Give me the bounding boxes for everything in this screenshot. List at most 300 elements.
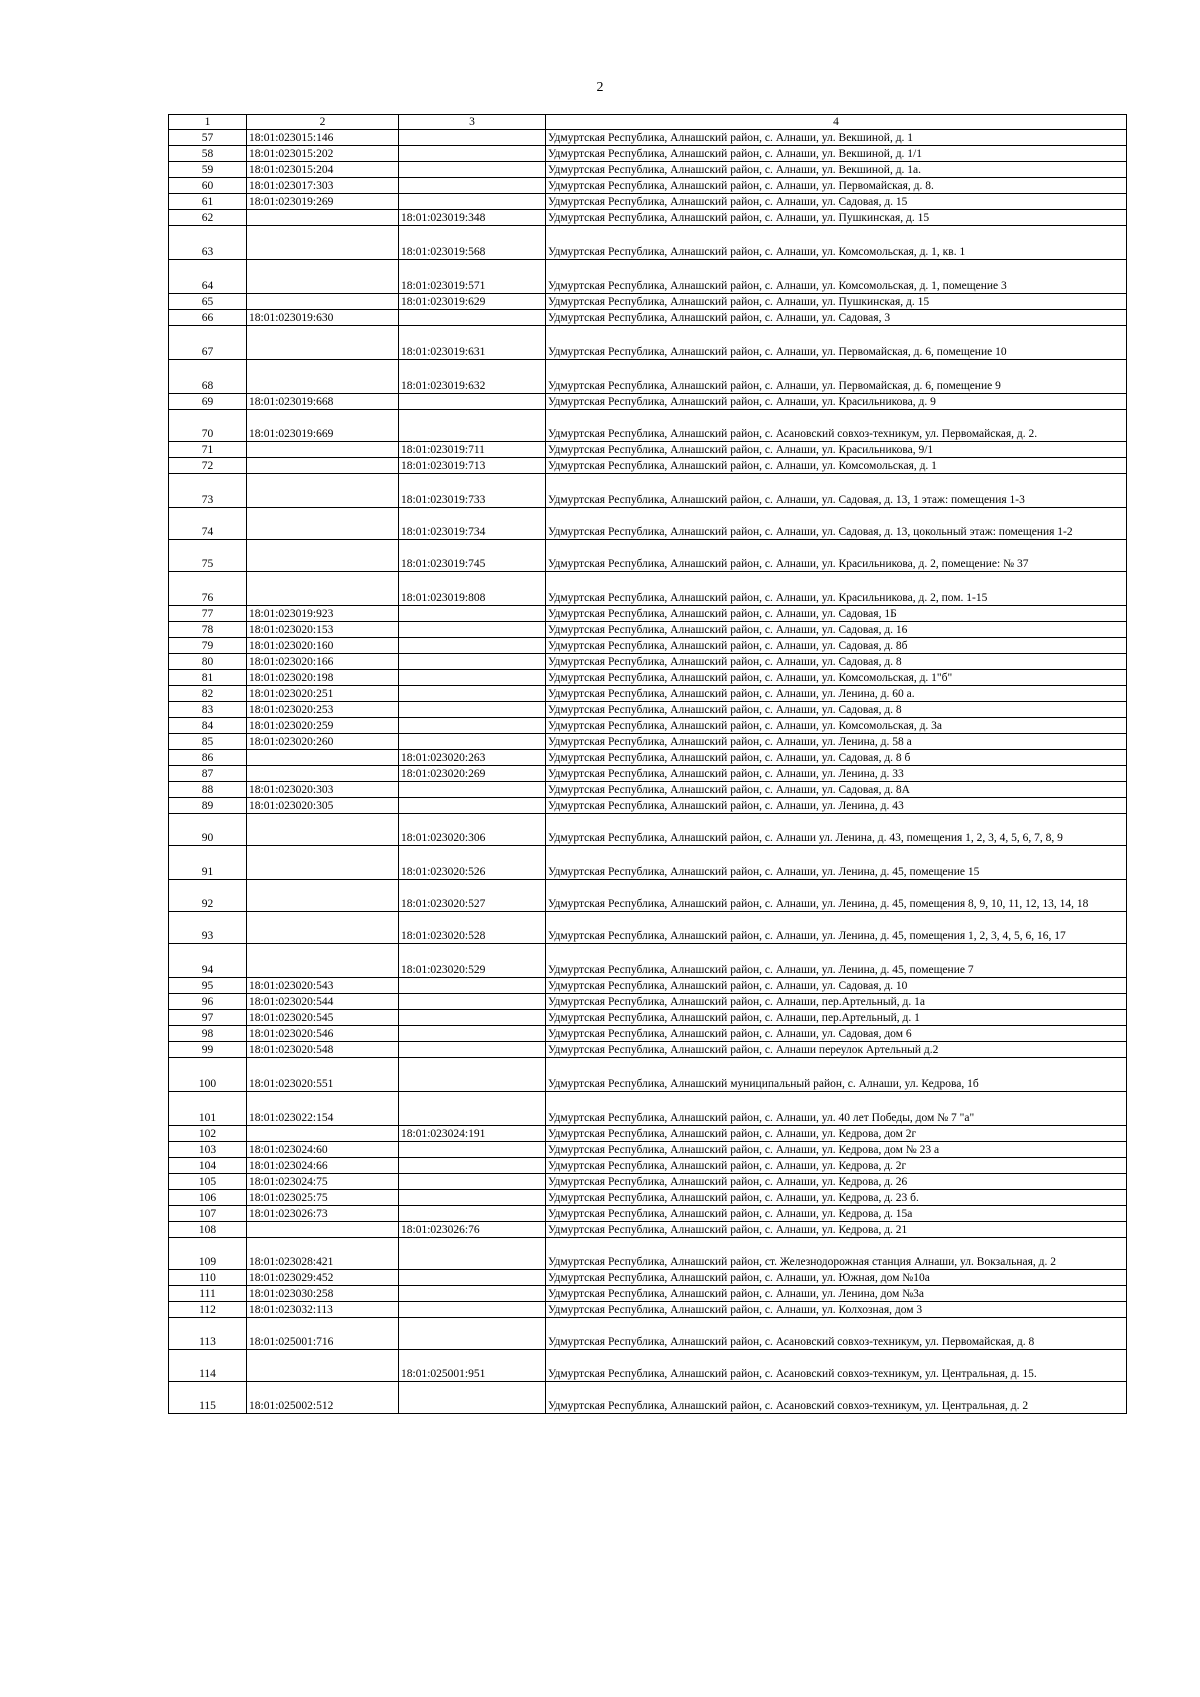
cadastral-number-cell: 18:01:023030:258 xyxy=(247,1286,399,1302)
row-number-cell: 66 xyxy=(169,310,247,326)
table-row xyxy=(169,1092,1127,1126)
table-row xyxy=(169,1142,1127,1158)
cadastral-number-alt-cell xyxy=(399,1010,546,1026)
address-cell: Удмуртская Республика, Алнашский район, с. Алнаши, ул. Садовая, 3 xyxy=(546,310,1127,326)
row-number-cell: 59 xyxy=(169,162,247,178)
row-number-cell: 101 xyxy=(169,1092,247,1126)
cadastral-number-alt-cell xyxy=(399,1318,546,1350)
table-row xyxy=(169,622,1127,638)
row-number-cell: 57 xyxy=(169,130,247,146)
address-cell: Удмуртская Республика, Алнашский район, с. Алнаши, ул. Кедрова, д. 15а xyxy=(546,1206,1127,1222)
row-number-cell: 85 xyxy=(169,734,247,750)
row-number-cell: 107 xyxy=(169,1206,247,1222)
cadastral-number-cell: 18:01:023020:303 xyxy=(247,782,399,798)
address-cell: Удмуртская Республика, Алнашский район, с. Алнаши, ул. Ленина, д. 58 а xyxy=(546,734,1127,750)
address-cell: Удмуртская Республика, Алнашский район, с. Алнаши, пер.Артельный, д. 1а xyxy=(546,994,1127,1010)
cadastral-number-cell: 18:01:023026:73 xyxy=(247,1206,399,1222)
cadastral-number-cell xyxy=(247,944,399,978)
header-col-3: 3 xyxy=(399,115,546,130)
table-row xyxy=(169,310,1127,326)
table-row xyxy=(169,702,1127,718)
table-row xyxy=(169,260,1127,294)
cadastral-number-alt-cell xyxy=(399,782,546,798)
cadastral-number-alt-cell xyxy=(399,686,546,702)
row-number-cell: 114 xyxy=(169,1350,247,1382)
row-number-cell: 78 xyxy=(169,622,247,638)
row-number-cell: 75 xyxy=(169,540,247,572)
cadastral-number-cell: 18:01:023020:545 xyxy=(247,1010,399,1026)
table-row xyxy=(169,1174,1127,1190)
cadastral-number-cell xyxy=(247,750,399,766)
row-number-cell: 98 xyxy=(169,1026,247,1042)
table-row xyxy=(169,1318,1127,1350)
address-cell: Удмуртская Республика, Алнашский район, с. Алнаши переулок Артельный д.2 xyxy=(546,1042,1127,1058)
table-row xyxy=(169,766,1127,782)
cadastral-number-cell: 18:01:023019:630 xyxy=(247,310,399,326)
cadastral-number-cell xyxy=(247,1222,399,1238)
row-number-cell: 76 xyxy=(169,572,247,606)
address-cell: Удмуртская Республика, Алнашский район, с. Алнаши, ул. Ленина, д. 45, помещения 1, 2, 3, 4, 5, 6, 16, 17 xyxy=(546,912,1127,944)
cadastral-number-cell: 18:01:023020:153 xyxy=(247,622,399,638)
cadastral-number-alt-cell xyxy=(399,178,546,194)
table-row xyxy=(169,178,1127,194)
cadastral-number-cell: 18:01:023020:548 xyxy=(247,1042,399,1058)
cadastral-number-alt-cell xyxy=(399,654,546,670)
cadastral-number-cell xyxy=(247,294,399,310)
cadastral-number-cell: 18:01:023020:260 xyxy=(247,734,399,750)
cadastral-number-alt-cell xyxy=(399,1158,546,1174)
cadastral-number-alt-cell xyxy=(399,1092,546,1126)
cadastral-number-alt-cell xyxy=(399,1026,546,1042)
address-cell: Удмуртская Республика, Алнашский район, с. Алнаши, ул. Пушкинская, д. 15 xyxy=(546,210,1127,226)
row-number-cell: 94 xyxy=(169,944,247,978)
row-number-cell: 88 xyxy=(169,782,247,798)
cadastral-number-cell xyxy=(247,508,399,540)
address-cell: Удмуртская Республика, Алнашский район, с. Алнаши, ул. Кедрова, д. 21 xyxy=(546,1222,1127,1238)
cadastral-number-cell: 18:01:023019:669 xyxy=(247,410,399,442)
address-cell: Удмуртская Республика, Алнашский район, с. Алнаши, ул. Кедрова, дом № 23 а xyxy=(546,1142,1127,1158)
table-row xyxy=(169,360,1127,394)
cadastral-number-cell: 18:01:023019:923 xyxy=(247,606,399,622)
address-cell: Удмуртская Республика, Алнашский район, с. Алнаши, ул. Красильникова, д. 9 xyxy=(546,394,1127,410)
row-number-cell: 79 xyxy=(169,638,247,654)
table-row xyxy=(169,718,1127,734)
cadastral-number-alt-cell xyxy=(399,1382,546,1414)
cadastral-number-alt-cell xyxy=(399,606,546,622)
table-row xyxy=(169,1286,1127,1302)
cadastral-number-cell: 18:01:025002:512 xyxy=(247,1382,399,1414)
cadastral-number-alt-cell xyxy=(399,162,546,178)
table-row xyxy=(169,540,1127,572)
cadastral-number-cell: 18:01:023019:668 xyxy=(247,394,399,410)
table-row xyxy=(169,1382,1127,1414)
table-row xyxy=(169,686,1127,702)
table-row xyxy=(169,782,1127,798)
row-number-cell: 68 xyxy=(169,360,247,394)
address-cell: Удмуртская Республика, Алнашский район, с. Алнаши, ул. Садовая, д. 8А xyxy=(546,782,1127,798)
cadastral-number-alt-cell: 18:01:023020:269 xyxy=(399,766,546,782)
cadastral-number-alt-cell xyxy=(399,734,546,750)
cadastral-number-alt-cell xyxy=(399,146,546,162)
table-row xyxy=(169,994,1127,1010)
row-number-cell: 100 xyxy=(169,1058,247,1092)
row-number-cell: 93 xyxy=(169,912,247,944)
address-cell: Удмуртская Республика, Алнашский район, с. Алнаши, ул. Комсомольская, д. 1 xyxy=(546,458,1127,474)
address-cell: Удмуртская Республика, Алнашский район, с. Алнаши, ул. Садовая, д. 8б xyxy=(546,638,1127,654)
row-number-cell: 110 xyxy=(169,1270,247,1286)
cadastral-number-cell xyxy=(247,442,399,458)
table-row xyxy=(169,1238,1127,1270)
cadastral-number-alt-cell: 18:01:025001:951 xyxy=(399,1350,546,1382)
table-header xyxy=(169,115,1127,130)
cadastral-number-cell: 18:01:023015:202 xyxy=(247,146,399,162)
row-number-cell: 102 xyxy=(169,1126,247,1142)
table-row xyxy=(169,912,1127,944)
table-row xyxy=(169,846,1127,880)
row-number-cell: 72 xyxy=(169,458,247,474)
table-row xyxy=(169,572,1127,606)
cadastral-number-cell xyxy=(247,1350,399,1382)
cadastral-number-cell: 18:01:023020:543 xyxy=(247,978,399,994)
row-number-cell: 71 xyxy=(169,442,247,458)
address-cell: Удмуртская Республика, Алнашский район, с. Алнаши, ул. Южная, дом №10а xyxy=(546,1270,1127,1286)
table-row xyxy=(169,162,1127,178)
table-row xyxy=(169,1270,1127,1286)
cadastral-number-alt-cell xyxy=(399,1190,546,1206)
row-number-cell: 77 xyxy=(169,606,247,622)
table-row xyxy=(169,734,1127,750)
address-cell: Удмуртская Республика, Алнашский район, с. Алнаши, ул. Красильникова, д. 2, помещение: № 37 xyxy=(546,540,1127,572)
row-number-cell: 65 xyxy=(169,294,247,310)
address-cell: Удмуртская Республика, Алнашский район, с. Алнаши, ул. Садовая, д. 16 xyxy=(546,622,1127,638)
cadastral-number-alt-cell: 18:01:023019:631 xyxy=(399,326,546,360)
address-cell: Удмуртская Республика, Алнашский район, с. Алнаши, ул. Первомайская, д. 6, помещение 9 xyxy=(546,360,1127,394)
cadastral-number-cell xyxy=(247,1126,399,1142)
table-row xyxy=(169,294,1127,310)
row-number-cell: 95 xyxy=(169,978,247,994)
table-row xyxy=(169,1222,1127,1238)
row-number-cell: 86 xyxy=(169,750,247,766)
table-row xyxy=(169,1350,1127,1382)
table-row xyxy=(169,1026,1127,1042)
row-number-cell: 81 xyxy=(169,670,247,686)
cadastral-number-cell xyxy=(247,210,399,226)
cadastral-number-alt-cell xyxy=(399,1206,546,1222)
row-number-cell: 109 xyxy=(169,1238,247,1270)
table-row xyxy=(169,194,1127,210)
address-cell: Удмуртская Республика, Алнашский район, с. Алнаши, ул. Ленина, д. 33 xyxy=(546,766,1127,782)
address-cell: Удмуртская Республика, Алнашский район, с. Алнаши, ул. Первомайская, д. 6, помещение 10 xyxy=(546,326,1127,360)
cadastral-number-alt-cell xyxy=(399,410,546,442)
address-cell: Удмуртская Республика, Алнашский район, с. Алнаши, ул. Ленина, д. 43 xyxy=(546,798,1127,814)
table-row xyxy=(169,670,1127,686)
cadastral-number-cell: 18:01:023020:551 xyxy=(247,1058,399,1092)
cadastral-number-cell: 18:01:023017:303 xyxy=(247,178,399,194)
cadastral-number-cell: 18:01:023024:75 xyxy=(247,1174,399,1190)
address-cell: Удмуртская Республика, Алнашский район, с. Алнаши, ул. Ленина, д. 45, помещения 8, 9, 10, 11, 12, 13, 14, 18 xyxy=(546,880,1127,912)
header-col-2: 2 xyxy=(247,115,399,130)
address-cell: Удмуртская Республика, Алнашский район, с. Алнаши, ул. Кедрова, дом 2г xyxy=(546,1126,1127,1142)
row-number-cell: 69 xyxy=(169,394,247,410)
row-number-cell: 67 xyxy=(169,326,247,360)
row-number-cell: 113 xyxy=(169,1318,247,1350)
address-cell: Удмуртская Республика, Алнашский район, с. Алнаши, ул. Садовая, д. 13, 1 этаж: помещения 1-3 xyxy=(546,474,1127,508)
table-row xyxy=(169,814,1127,846)
cadastral-number-alt-cell xyxy=(399,310,546,326)
table-row xyxy=(169,1042,1127,1058)
table-row xyxy=(169,508,1127,540)
row-number-cell: 111 xyxy=(169,1286,247,1302)
cadastral-number-cell xyxy=(247,260,399,294)
table-row xyxy=(169,880,1127,912)
row-number-cell: 70 xyxy=(169,410,247,442)
cadastral-number-alt-cell xyxy=(399,130,546,146)
row-number-cell: 58 xyxy=(169,146,247,162)
address-cell: Удмуртская Республика, Алнашский район, с. Алнаши, ул. Красильникова, 9/1 xyxy=(546,442,1127,458)
address-cell: Удмуртская Республика, Алнашский район, с. Алнаши, ул. Колхозная, дом 3 xyxy=(546,1302,1127,1318)
cadastral-number-cell: 18:01:023015:146 xyxy=(247,130,399,146)
cadastral-number-cell: 18:01:023020:160 xyxy=(247,638,399,654)
table-row xyxy=(169,1058,1127,1092)
table-row xyxy=(169,210,1127,226)
table-row xyxy=(169,798,1127,814)
row-number-cell: 105 xyxy=(169,1174,247,1190)
row-number-cell: 83 xyxy=(169,702,247,718)
cadastral-number-cell: 18:01:023020:546 xyxy=(247,1026,399,1042)
row-number-cell: 106 xyxy=(169,1190,247,1206)
row-number-cell: 103 xyxy=(169,1142,247,1158)
row-number-cell: 74 xyxy=(169,508,247,540)
address-cell: Удмуртская Республика, Алнашский район, с. Алнаши, ул. Садовая, д. 10 xyxy=(546,978,1127,994)
row-number-cell: 115 xyxy=(169,1382,247,1414)
cadastral-number-cell: 18:01:023020:259 xyxy=(247,718,399,734)
table-row xyxy=(169,130,1127,146)
cadastral-number-alt-cell xyxy=(399,1058,546,1092)
cadastral-number-alt-cell: 18:01:023019:734 xyxy=(399,508,546,540)
address-cell: Удмуртская Республика, Алнашский район, с. Асановский совхоз-техникум, ул. Первомайская, д. 2. xyxy=(546,410,1127,442)
address-cell: Удмуртская Республика, Алнашский район, с. Алнаши, ул. Кедрова, д. 26 xyxy=(546,1174,1127,1190)
cadastral-number-alt-cell xyxy=(399,1142,546,1158)
table-row xyxy=(169,606,1127,622)
row-number-cell: 80 xyxy=(169,654,247,670)
address-cell: Удмуртская Республика, Алнашский район, с. Асановский совхоз-техникум, ул. Центральная, д. 2 xyxy=(546,1382,1127,1414)
cadastral-number-alt-cell xyxy=(399,1270,546,1286)
cadastral-number-cell: 18:01:023022:154 xyxy=(247,1092,399,1126)
cadastral-number-cell: 18:01:023019:269 xyxy=(247,194,399,210)
cadastral-number-cell: 18:01:023032:113 xyxy=(247,1302,399,1318)
cadastral-number-cell: 18:01:023020:253 xyxy=(247,702,399,718)
address-cell: Удмуртская Республика, Алнашский район, с. Алнаши, ул. Садовая, д. 15 xyxy=(546,194,1127,210)
table-row xyxy=(169,394,1127,410)
cadastral-number-cell: 18:01:023020:544 xyxy=(247,994,399,1010)
row-number-cell: 99 xyxy=(169,1042,247,1058)
cadastral-number-cell: 18:01:023020:166 xyxy=(247,654,399,670)
row-number-cell: 62 xyxy=(169,210,247,226)
cadastral-number-cell: 18:01:023020:198 xyxy=(247,670,399,686)
cadastral-number-alt-cell: 18:01:023026:76 xyxy=(399,1222,546,1238)
cadastral-number-alt-cell: 18:01:023024:191 xyxy=(399,1126,546,1142)
cadastral-number-alt-cell xyxy=(399,994,546,1010)
row-number-cell: 108 xyxy=(169,1222,247,1238)
cadastral-number-alt-cell xyxy=(399,194,546,210)
table-row xyxy=(169,458,1127,474)
address-cell: Удмуртская Республика, Алнашский район, с. Алнаши, ул. Садовая, дом 6 xyxy=(546,1026,1127,1042)
address-cell: Удмуртская Республика, Алнашский район, с. Алнаши, ул. Комсомольская, д. 1, помещение 3 xyxy=(546,260,1127,294)
address-cell: Удмуртская Республика, Алнашский район, с. Алнаши, ул. Садовая, д. 13, цокольный этаж: помещения 1-2 xyxy=(546,508,1127,540)
table-row xyxy=(169,1302,1127,1318)
table-row xyxy=(169,442,1127,458)
row-number-cell: 96 xyxy=(169,994,247,1010)
row-number-cell: 112 xyxy=(169,1302,247,1318)
address-cell: Удмуртская Республика, Алнашский район, с. Алнаши, ул. Векшиной, д. 1 xyxy=(546,130,1127,146)
cadastral-number-alt-cell: 18:01:023020:528 xyxy=(399,912,546,944)
cadastral-number-cell xyxy=(247,766,399,782)
table-row xyxy=(169,1190,1127,1206)
table-row xyxy=(169,410,1127,442)
row-number-cell: 61 xyxy=(169,194,247,210)
address-cell: Удмуртская Республика, Алнашский район, с. Алнаши, ул. Векшиной, д. 1/1 xyxy=(546,146,1127,162)
table-row xyxy=(169,978,1127,994)
cadastral-number-cell: 18:01:023015:204 xyxy=(247,162,399,178)
cadastral-number-cell xyxy=(247,540,399,572)
cadastral-number-cell xyxy=(247,458,399,474)
table-body xyxy=(169,130,1127,1414)
table-row xyxy=(169,638,1127,654)
cadastral-number-alt-cell: 18:01:023019:568 xyxy=(399,226,546,260)
cadastral-number-cell: 18:01:023020:251 xyxy=(247,686,399,702)
cadastral-number-cell xyxy=(247,912,399,944)
cadastral-number-cell: 18:01:023024:66 xyxy=(247,1158,399,1174)
row-number-cell: 91 xyxy=(169,846,247,880)
cadastral-number-alt-cell xyxy=(399,798,546,814)
row-number-cell: 84 xyxy=(169,718,247,734)
address-cell: Удмуртская Республика, Алнашский район, ст. Железнодорожная станция Алнаши, ул. Вокзальная, д. 2 xyxy=(546,1238,1127,1270)
address-cell: Удмуртская Республика, Алнашский район, с. Алнаши ул. Ленина, д. 43, помещения 1, 2, 3, 4, 5, 6, 7, 8, 9 xyxy=(546,814,1127,846)
cadastral-number-cell xyxy=(247,326,399,360)
cadastral-number-alt-cell: 18:01:023019:348 xyxy=(399,210,546,226)
address-cell: Удмуртская Республика, Алнашский район, с. Алнаши, ул. Комсомольская, д. 3а xyxy=(546,718,1127,734)
address-cell: Удмуртская Республика, Алнашский район, с. Алнаши, ул. Садовая, д. 8 б xyxy=(546,750,1127,766)
cadastral-number-cell xyxy=(247,572,399,606)
property-table xyxy=(168,114,1127,1414)
address-cell: Удмуртская Республика, Алнашский район, с. Алнаши, ул. Ленина, д. 60 а. xyxy=(546,686,1127,702)
table-row xyxy=(169,1206,1127,1222)
address-cell: Удмуртская Республика, Алнашский район, с. Асановский совхоз-техникум, ул. Первомайская, д. 8 xyxy=(546,1318,1127,1350)
cadastral-number-alt-cell: 18:01:023020:529 xyxy=(399,944,546,978)
table-row xyxy=(169,1158,1127,1174)
table-row xyxy=(169,1010,1127,1026)
table-row xyxy=(169,326,1127,360)
row-number-cell: 87 xyxy=(169,766,247,782)
cadastral-number-cell xyxy=(247,360,399,394)
cadastral-number-alt-cell: 18:01:023019:711 xyxy=(399,442,546,458)
table-row xyxy=(169,1126,1127,1142)
cadastral-number-alt-cell: 18:01:023019:808 xyxy=(399,572,546,606)
cadastral-number-alt-cell: 18:01:023019:629 xyxy=(399,294,546,310)
table-row xyxy=(169,654,1127,670)
address-cell: Удмуртская Республика, Алнашский район, с. Алнаши, ул. Кедрова, д. 2г xyxy=(546,1158,1127,1174)
address-cell: Удмуртская Республика, Алнашский район, с. Алнаши, ул. Садовая, д. 8 xyxy=(546,654,1127,670)
cadastral-number-alt-cell xyxy=(399,718,546,734)
address-cell: Удмуртская Республика, Алнашский район, с. Асановский совхоз-техникум, ул. Центральная, д. 15. xyxy=(546,1350,1127,1382)
address-cell: Удмуртская Республика, Алнашский район, с. Алнаши, ул. Кедрова, д. 23 б. xyxy=(546,1190,1127,1206)
address-cell: Удмуртская Республика, Алнашский район, с. Алнаши, ул. Ленина, дом №3а xyxy=(546,1286,1127,1302)
cadastral-number-alt-cell: 18:01:023020:527 xyxy=(399,880,546,912)
cadastral-number-alt-cell xyxy=(399,1174,546,1190)
cadastral-number-alt-cell xyxy=(399,1302,546,1318)
cadastral-number-cell: 18:01:023028:421 xyxy=(247,1238,399,1270)
cadastral-number-cell xyxy=(247,846,399,880)
cadastral-number-cell: 18:01:023029:452 xyxy=(247,1270,399,1286)
page-number: 2 xyxy=(596,80,604,95)
cadastral-number-alt-cell: 18:01:023019:733 xyxy=(399,474,546,508)
cadastral-number-cell xyxy=(247,880,399,912)
cadastral-number-alt-cell xyxy=(399,702,546,718)
header-col-1: 1 xyxy=(169,115,247,130)
cadastral-number-alt-cell: 18:01:023020:526 xyxy=(399,846,546,880)
cadastral-number-alt-cell: 18:01:023019:632 xyxy=(399,360,546,394)
address-cell: Удмуртская Республика, Алнашский район, с. Алнаши, ул. Комсомольская, д. 1, кв. 1 xyxy=(546,226,1127,260)
cadastral-number-alt-cell xyxy=(399,394,546,410)
row-number-cell: 92 xyxy=(169,880,247,912)
cadastral-number-alt-cell: 18:01:023020:263 xyxy=(399,750,546,766)
row-number-cell: 97 xyxy=(169,1010,247,1026)
cadastral-number-cell: 18:01:023025:75 xyxy=(247,1190,399,1206)
row-number-cell: 63 xyxy=(169,226,247,260)
row-number-cell: 90 xyxy=(169,814,247,846)
table-row xyxy=(169,474,1127,508)
cadastral-number-alt-cell: 18:01:023019:745 xyxy=(399,540,546,572)
cadastral-number-cell xyxy=(247,226,399,260)
table-row xyxy=(169,944,1127,978)
address-cell: Удмуртская Республика, Алнашский район, с. Алнаши, ул. Садовая, д. 8 xyxy=(546,702,1127,718)
address-cell: Удмуртская Республика, Алнашский район, с. Алнаши, ул. Красильникова, д. 2, пом. 1-15 xyxy=(546,572,1127,606)
cadastral-number-alt-cell xyxy=(399,622,546,638)
address-cell: Удмуртская Республика, Алнашский район, с. Алнаши, ул. 40 лет Победы, дом № 7 "а" xyxy=(546,1092,1127,1126)
cadastral-number-cell: 18:01:023020:305 xyxy=(247,798,399,814)
address-cell: Удмуртская Республика, Алнашский район, с. Алнаши, ул. Векшиной, д. 1а. xyxy=(546,162,1127,178)
cadastral-number-alt-cell xyxy=(399,1042,546,1058)
address-cell: Удмуртская Республика, Алнашский муниципальный район, с. Алнаши, ул. Кедрова, 1б xyxy=(546,1058,1127,1092)
row-number-cell: 60 xyxy=(169,178,247,194)
table-row xyxy=(169,226,1127,260)
table-row xyxy=(169,750,1127,766)
cadastral-number-alt-cell: 18:01:023019:713 xyxy=(399,458,546,474)
cadastral-number-alt-cell xyxy=(399,670,546,686)
address-cell: Удмуртская Республика, Алнашский район, с. Алнаши, ул. Садовая, 1Б xyxy=(546,606,1127,622)
row-number-cell: 73 xyxy=(169,474,247,508)
cadastral-number-cell: 18:01:025001:716 xyxy=(247,1318,399,1350)
cadastral-number-alt-cell: 18:01:023019:571 xyxy=(399,260,546,294)
header-col-4: 4 xyxy=(546,115,1127,130)
address-cell: Удмуртская Республика, Алнашский район, с. Алнаши, ул. Ленина, д. 45, помещение 7 xyxy=(546,944,1127,978)
address-cell: Удмуртская Республика, Алнашский район, с. Алнаши, ул. Комсомольская, д. 1"б" xyxy=(546,670,1127,686)
row-number-cell: 104 xyxy=(169,1158,247,1174)
address-cell: Удмуртская Республика, Алнашский район, с. Алнаши, ул. Ленина, д. 45, помещение 15 xyxy=(546,846,1127,880)
cadastral-number-cell xyxy=(247,814,399,846)
row-number-cell: 89 xyxy=(169,798,247,814)
cadastral-number-cell xyxy=(247,474,399,508)
cadastral-number-alt-cell xyxy=(399,978,546,994)
cadastral-number-alt-cell xyxy=(399,1286,546,1302)
address-cell: Удмуртская Республика, Алнашский район, с. Алнаши, пер.Артельный, д. 1 xyxy=(546,1010,1127,1026)
cadastral-number-cell: 18:01:023024:60 xyxy=(247,1142,399,1158)
cadastral-number-alt-cell xyxy=(399,638,546,654)
address-cell: Удмуртская Республика, Алнашский район, с. Алнаши, ул. Первомайская, д. 8. xyxy=(546,178,1127,194)
table-row xyxy=(169,146,1127,162)
cadastral-number-alt-cell: 18:01:023020:306 xyxy=(399,814,546,846)
address-cell: Удмуртская Республика, Алнашский район, с. Алнаши, ул. Пушкинская, д. 15 xyxy=(546,294,1127,310)
